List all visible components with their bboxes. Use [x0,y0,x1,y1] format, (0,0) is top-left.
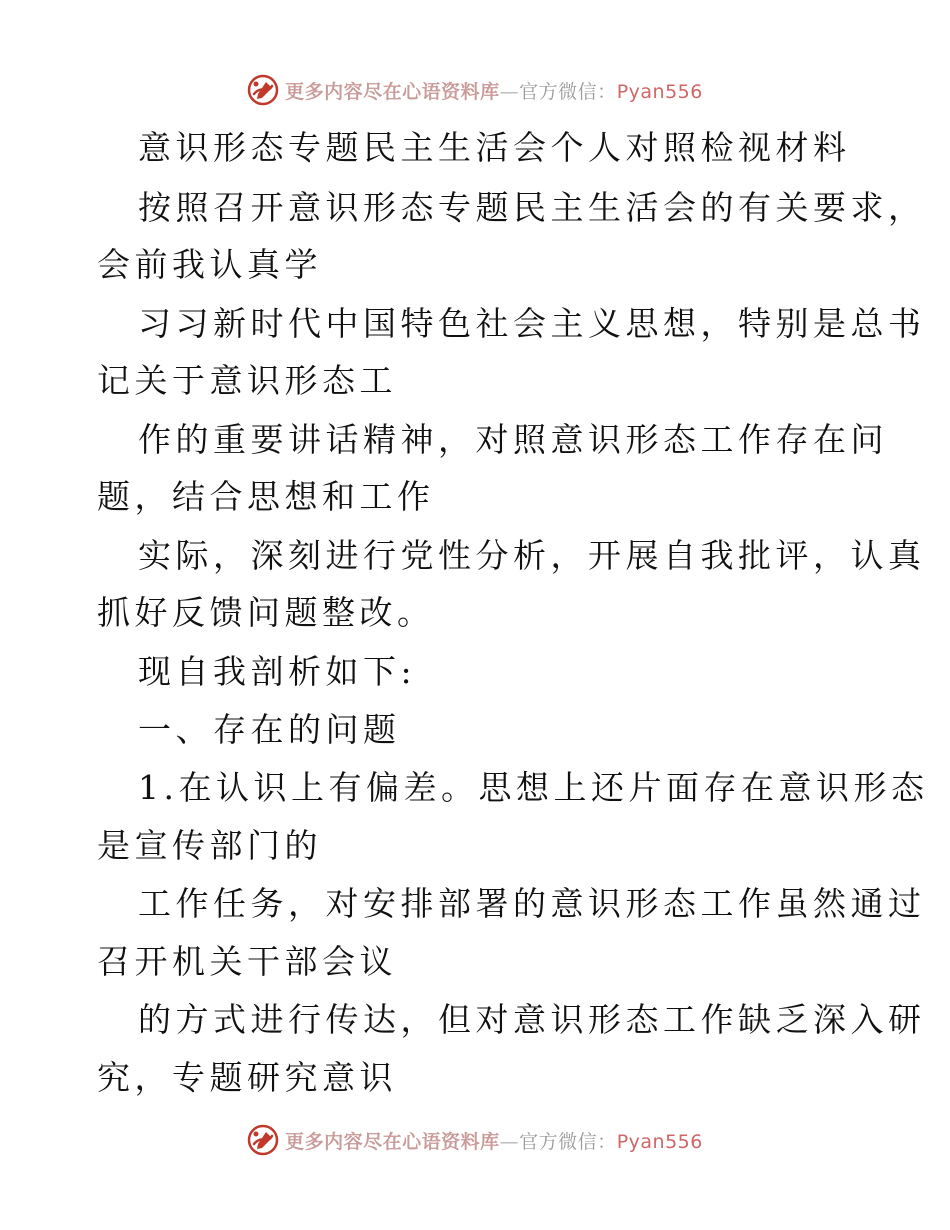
text-line: 工作任务，对安排部署的意识形态工作虽然通过 [138,884,926,923]
watermark-official-label: 官方微信： [519,1130,617,1153]
watermark-text [285,1127,703,1154]
text-line: 实际，深刻进行党性分析，开展自我批评，认真 [138,536,926,575]
watermark-separator: — [499,1130,520,1153]
watermark-brand: 更多内容尽在心语资料库 [285,80,500,103]
text-line: 1.在认识上有偏差。思想上还片面存在意识形态 [138,768,929,807]
text-line: 召开机关干部会议 [97,942,397,981]
document-title: 意识形态专题民主生活会个人对照检视材料 [138,128,851,167]
watermark-separator: — [499,80,520,103]
text-line: 现自我剖析如下: [138,652,417,691]
text-line: 作的重要讲话精神，对照意识形态工作存在问 [138,420,888,459]
text-line: 记关于意识形态工 [97,361,397,400]
text-line: 按照召开意识形态专题民主生活会的有关要求， [138,188,926,227]
text-line: 习习新时代中国特色社会主义思想，特别是总书 [138,304,926,343]
watermark-footer [0,1122,950,1158]
text-line: 是宣传部门的 [97,826,322,865]
section-heading: 一、存在的问题 [138,710,401,749]
text-line: 题，结合思想和工作 [97,477,435,516]
watermark-brand: 更多内容尽在心语资料库 [285,1130,500,1153]
text-line: 究，专题研究意识 [97,1058,397,1097]
watermark-official-label: 官方微信： [519,80,617,103]
watermark-wechat-id: Pyan556 [616,1130,703,1153]
text-line: 的方式进行传达，但对意识形态工作缺乏深入研 [138,1000,926,1039]
text-line: 会前我认真学 [97,245,322,284]
watermark-wechat-id: Pyan556 [616,80,703,103]
book-pen-logo-icon [247,1124,279,1156]
text-line: 抓好反馈问题整改。 [97,593,435,632]
